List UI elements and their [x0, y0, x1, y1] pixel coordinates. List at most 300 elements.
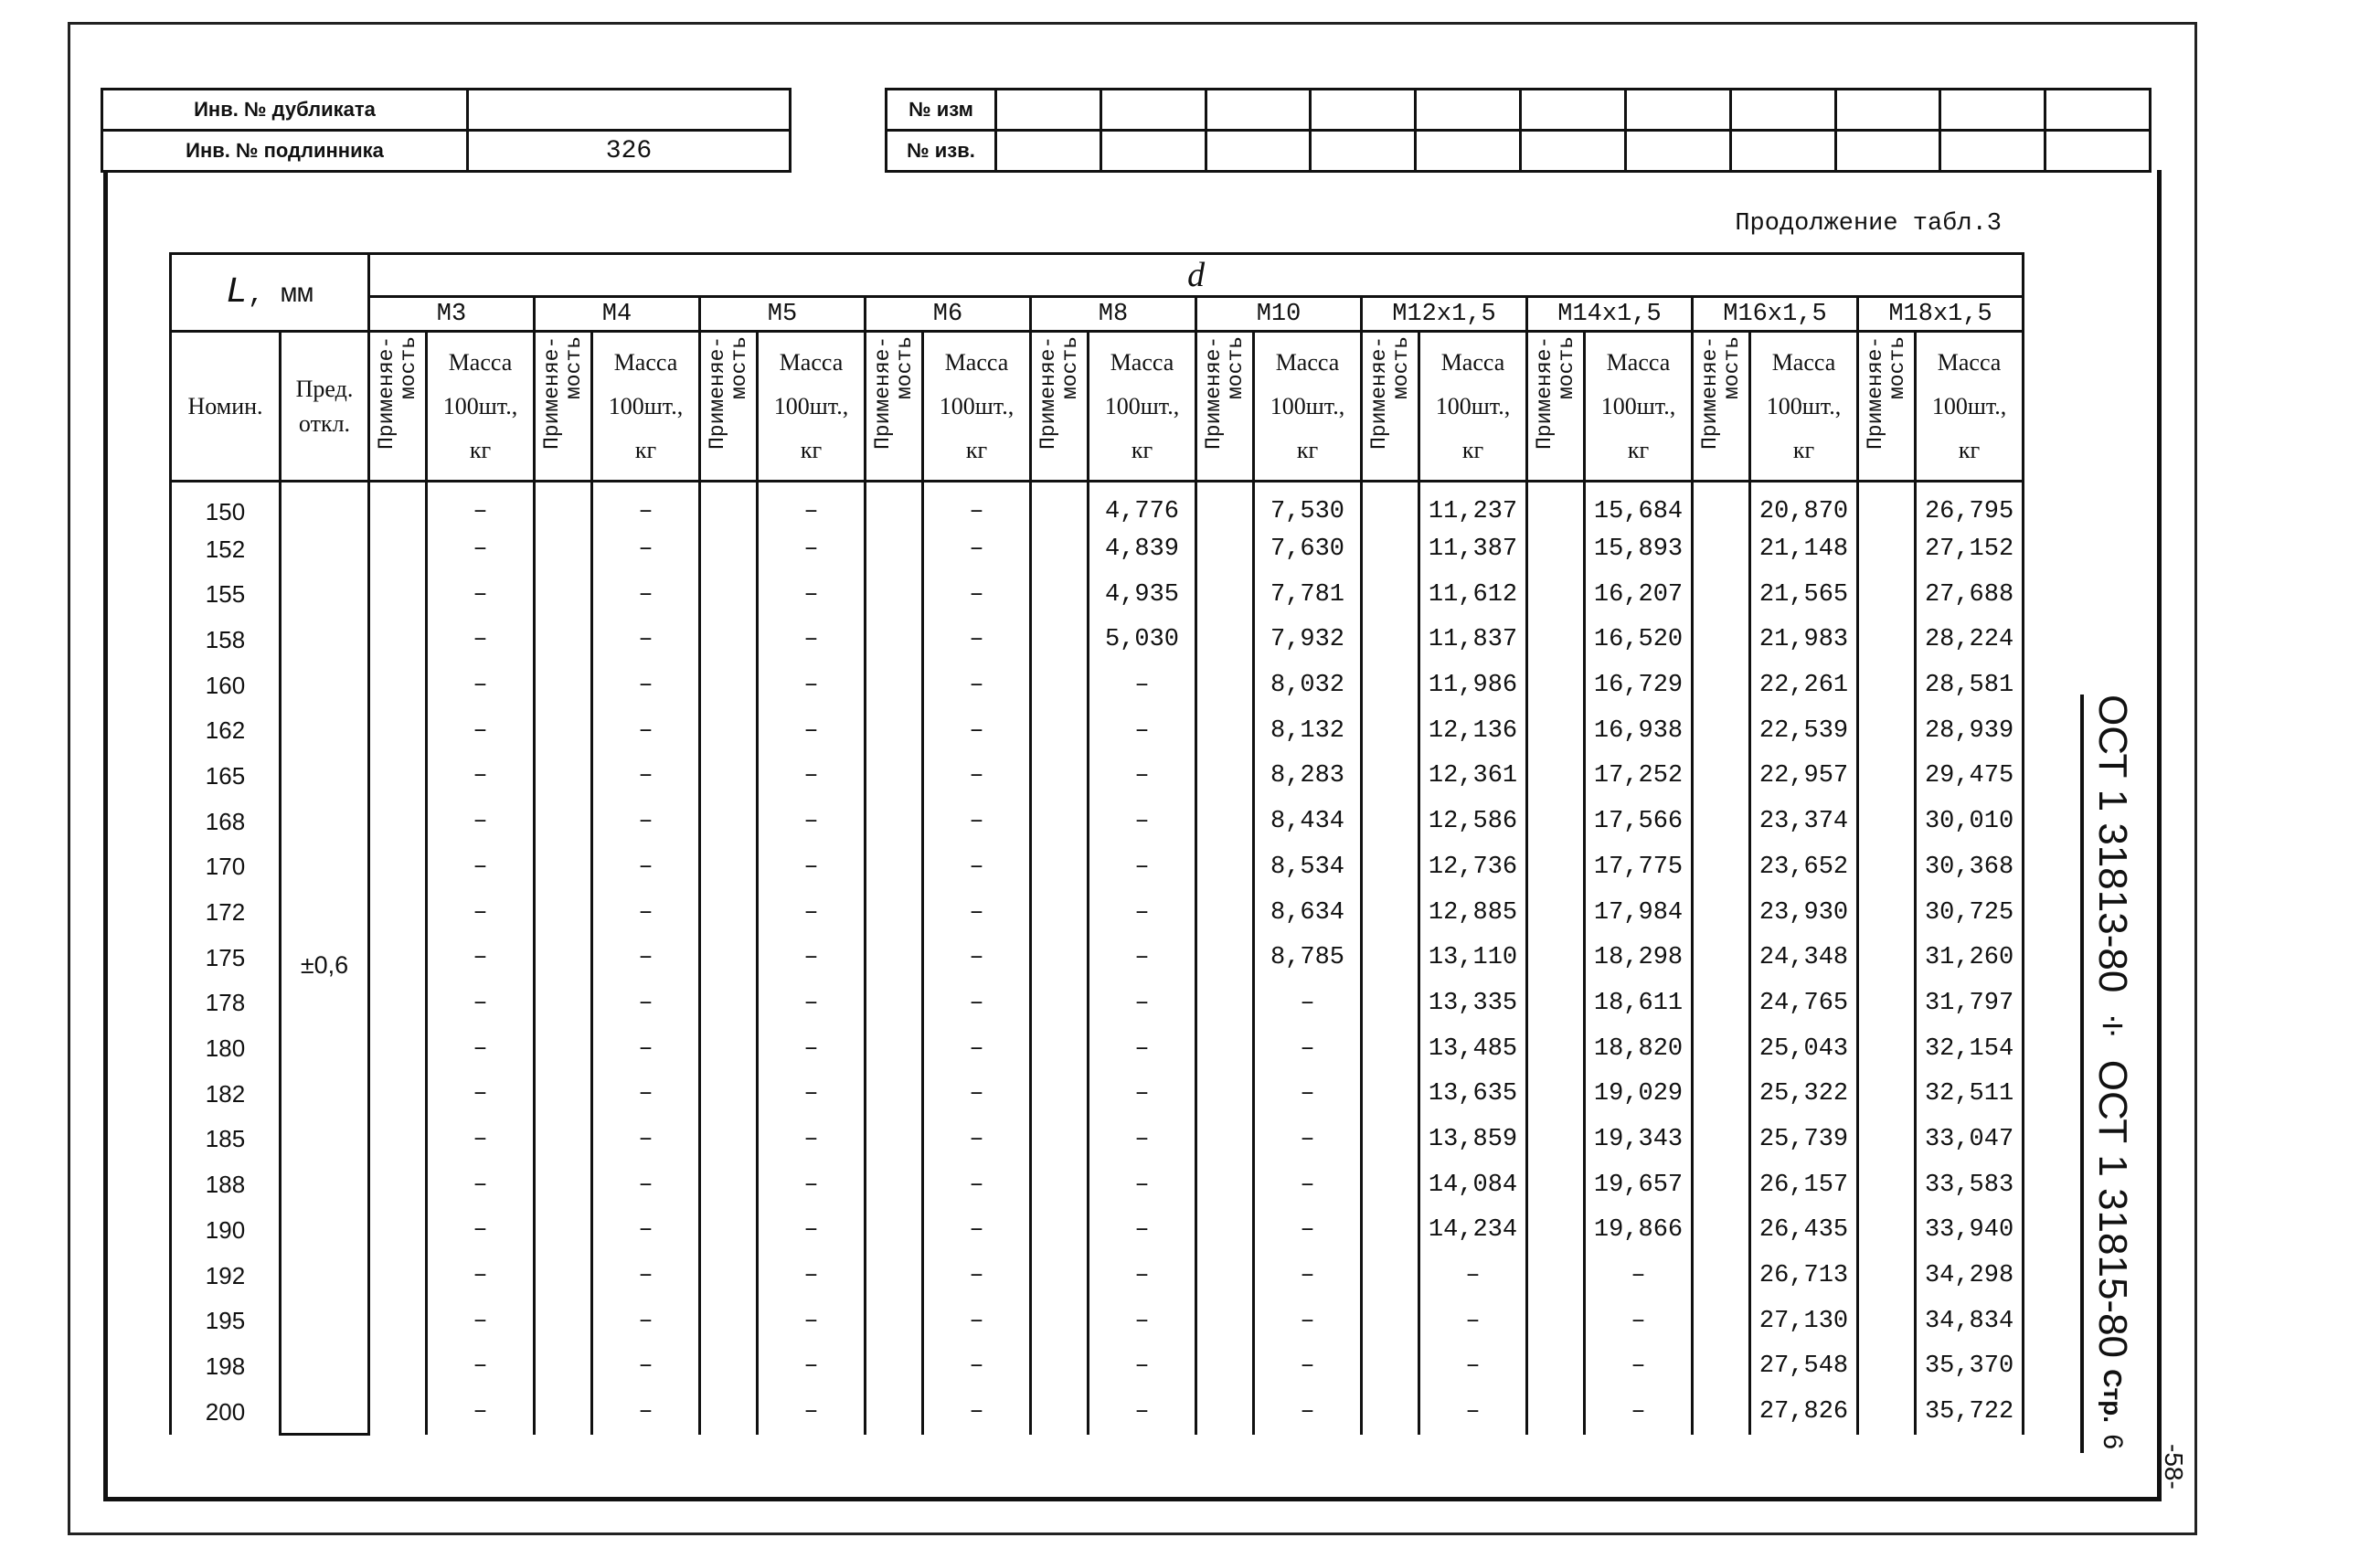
mass-cell: –	[758, 482, 866, 527]
applicability-cell	[700, 1026, 758, 1072]
length-nominal-cell: 175	[171, 935, 281, 981]
mass-header	[1750, 332, 1858, 482]
table-row	[171, 618, 2024, 663]
applicability-header	[1031, 332, 1089, 482]
applicability-cell	[1362, 663, 1419, 708]
mass-cell: 34,834	[1916, 1299, 2024, 1344]
page-number: 6	[2098, 1434, 2128, 1449]
applicability-cell	[700, 1162, 758, 1208]
table-row	[171, 1162, 2024, 1208]
applicability-cell	[1031, 708, 1089, 754]
mass-cell: 4,935	[1089, 572, 1196, 618]
applicability-cell	[369, 1162, 427, 1208]
mass-header	[1089, 332, 1196, 482]
mass-cell: –	[592, 1389, 700, 1435]
mass-cell: 8,534	[1254, 844, 1362, 890]
applicability-cell	[1362, 1344, 1419, 1390]
mass-cell: –	[427, 1344, 535, 1390]
applicability-cell	[1858, 618, 1916, 663]
applicability-cell	[1693, 1162, 1750, 1208]
table-row	[171, 799, 2024, 844]
length-nominal-cell: 195	[171, 1299, 281, 1344]
sheet-number: -58-	[2160, 1444, 2188, 1490]
applicability-cell	[1858, 572, 1916, 618]
applicability-cell	[1031, 663, 1089, 708]
mass-cell: –	[592, 572, 700, 618]
applicability-cell	[535, 482, 592, 527]
mass-cell: 32,154	[1916, 1026, 2024, 1072]
stamp-cell	[1416, 131, 1521, 172]
table-row	[171, 754, 2024, 800]
mass-cell: 16,520	[1585, 618, 1693, 663]
applicability-cell	[700, 618, 758, 663]
length-nominal-cell: 182	[171, 1071, 281, 1117]
mass-cell: –	[592, 708, 700, 754]
applicability-label: Применяе- мость	[375, 336, 420, 451]
mass-cell: 13,859	[1419, 1117, 1527, 1162]
mass-cell: –	[758, 799, 866, 844]
applicability-cell	[1031, 1389, 1089, 1435]
mass-cell: –	[592, 482, 700, 527]
mass-header-line: 100шт.,	[442, 392, 518, 419]
applicability-cell	[700, 754, 758, 800]
length-nominal-cell: 162	[171, 708, 281, 754]
mass-cell: 23,374	[1750, 799, 1858, 844]
applicability-cell	[700, 1389, 758, 1435]
mass-cell: –	[923, 1208, 1031, 1254]
mass-cell: 27,688	[1916, 572, 2024, 618]
mass-cell: 11,612	[1419, 572, 1527, 618]
mass-cell: –	[923, 1344, 1031, 1390]
length-nominal-cell: 168	[171, 799, 281, 844]
stamp-cell	[1625, 131, 1730, 172]
applicability-cell	[1196, 1344, 1254, 1390]
table-row	[171, 572, 2024, 618]
applicability-cell	[1362, 1117, 1419, 1162]
applicability-header	[700, 332, 758, 482]
mass-cell: 26,157	[1750, 1162, 1858, 1208]
applicability-cell	[1693, 526, 1750, 572]
stamp-cell	[1730, 90, 1835, 131]
tolerance-header-line1: Пред.	[295, 375, 354, 402]
applicability-cell	[369, 1026, 427, 1072]
mass-cell: 15,684	[1585, 482, 1693, 527]
mass-cell: 26,713	[1750, 1253, 1858, 1299]
applicability-cell	[1196, 572, 1254, 618]
applicability-cell	[1362, 844, 1419, 890]
continuation-caption: Продолжение табл.3	[1735, 210, 2002, 238]
size-header: M8	[1031, 297, 1196, 332]
applicability-cell	[1693, 1208, 1750, 1254]
mass-cell: –	[923, 526, 1031, 572]
applicability-cell	[1196, 1071, 1254, 1117]
applicability-cell	[1858, 708, 1916, 754]
mass-cell: 5,030	[1089, 618, 1196, 663]
mass-cell: –	[758, 1344, 866, 1390]
applicability-cell	[535, 1208, 592, 1254]
size-header: M14x1,5	[1527, 297, 1693, 332]
mass-cell: 17,252	[1585, 754, 1693, 800]
mass-cell: 7,932	[1254, 618, 1362, 663]
applicability-header	[369, 332, 427, 482]
mass-header-line: 100шт.,	[1600, 392, 1676, 419]
length-nominal-cell: 152	[171, 526, 281, 572]
mass-cell: –	[758, 935, 866, 981]
applicability-cell	[535, 1117, 592, 1162]
mass-cell: 7,630	[1254, 526, 1362, 572]
mass-cell: –	[1089, 799, 1196, 844]
table-row	[171, 1208, 2024, 1254]
mass-cell: –	[1089, 1299, 1196, 1344]
applicability-cell	[1858, 1162, 1916, 1208]
mass-cell: 27,548	[1750, 1344, 1858, 1390]
applicability-cell	[1527, 1117, 1585, 1162]
applicability-cell	[1031, 1026, 1089, 1072]
applicability-cell	[369, 663, 427, 708]
table-row	[171, 1344, 2024, 1390]
applicability-cell	[1362, 1389, 1419, 1435]
length-nominal-cell: 178	[171, 981, 281, 1026]
applicability-label: Применяе- мость	[871, 336, 917, 451]
mass-header-line: кг	[1627, 436, 1650, 463]
mass-cell: –	[427, 1117, 535, 1162]
applicability-header	[1362, 332, 1419, 482]
stamp-cell	[2045, 90, 2151, 131]
mass-cell: 18,298	[1585, 935, 1693, 981]
applicability-cell	[1196, 482, 1254, 527]
mass-cell: 28,581	[1916, 663, 2024, 708]
applicability-cell	[1031, 799, 1089, 844]
mass-cell: 35,722	[1916, 1389, 2024, 1435]
applicability-cell	[369, 1071, 427, 1117]
mass-header-line: кг	[1958, 436, 1981, 463]
mass-cell: –	[1089, 1389, 1196, 1435]
applicability-cell	[700, 935, 758, 981]
mass-cell: 13,335	[1419, 981, 1527, 1026]
applicability-cell	[866, 981, 923, 1026]
mass-cell: 20,870	[1750, 482, 1858, 527]
length-nominal-cell: 160	[171, 663, 281, 708]
mass-cell: –	[1089, 1071, 1196, 1117]
mass-header	[923, 332, 1031, 482]
applicability-cell	[700, 572, 758, 618]
mass-cell: 18,611	[1585, 981, 1693, 1026]
mass-header-line: кг	[800, 436, 823, 463]
mass-cell: –	[1254, 1117, 1362, 1162]
applicability-cell	[1858, 482, 1916, 527]
applicability-cell	[1362, 1071, 1419, 1117]
stamp-cell	[1730, 131, 1835, 172]
mass-header-line: кг	[469, 436, 492, 463]
inventory-stamp	[101, 88, 792, 173]
mass-cell: –	[923, 708, 1031, 754]
applicability-cell	[1196, 526, 1254, 572]
mass-cell: –	[592, 1253, 700, 1299]
mass-cell: –	[427, 981, 535, 1026]
applicability-cell	[700, 890, 758, 936]
applicability-cell	[1196, 890, 1254, 936]
mass-header	[427, 332, 535, 482]
mass-cell: –	[592, 935, 700, 981]
mass-cell: –	[427, 844, 535, 890]
mass-cell: –	[1089, 890, 1196, 936]
applicability-header	[1527, 332, 1585, 482]
applicability-cell	[1858, 1344, 1916, 1390]
mass-cell: 8,283	[1254, 754, 1362, 800]
applicability-cell	[1693, 1389, 1750, 1435]
length-nominal-cell: 155	[171, 572, 281, 618]
applicability-cell	[1362, 1162, 1419, 1208]
mass-cell: –	[923, 482, 1031, 527]
table-row	[171, 1026, 2024, 1072]
mass-cell: 34,298	[1916, 1253, 2024, 1299]
mass-cell: 14,234	[1419, 1208, 1527, 1254]
mass-cell: –	[427, 572, 535, 618]
mass-cell: –	[1254, 1389, 1362, 1435]
mass-cell: –	[1585, 1344, 1693, 1390]
mass-cell: 11,387	[1419, 526, 1527, 572]
mass-cell: 19,866	[1585, 1208, 1693, 1254]
applicability-cell	[1362, 890, 1419, 936]
mass-cell: –	[923, 754, 1031, 800]
applicability-cell	[1527, 1299, 1585, 1344]
table-row	[171, 1389, 2024, 1435]
mass-cell: 30,725	[1916, 890, 2024, 936]
applicability-cell	[1362, 618, 1419, 663]
applicability-cell	[535, 708, 592, 754]
mass-cell: 28,939	[1916, 708, 2024, 754]
applicability-cell	[1527, 890, 1585, 936]
stamp-cell	[1416, 90, 1521, 131]
applicability-cell	[535, 935, 592, 981]
length-header	[171, 254, 369, 332]
mass-cell: –	[758, 1389, 866, 1435]
mass-cell: 33,583	[1916, 1162, 2024, 1208]
applicability-cell	[1858, 890, 1916, 936]
applicability-cell	[1196, 708, 1254, 754]
applicability-cell	[1196, 618, 1254, 663]
mass-header-line: кг	[1131, 436, 1153, 463]
applicability-cell	[700, 482, 758, 527]
duplicate-inv-value	[468, 90, 791, 131]
mass-cell: 8,132	[1254, 708, 1362, 754]
applicability-cell	[535, 572, 592, 618]
applicability-cell	[1031, 1162, 1089, 1208]
mass-cell: –	[592, 1071, 700, 1117]
size-header: M4	[535, 297, 700, 332]
mass-cell: 27,130	[1750, 1299, 1858, 1344]
mass-cell: 16,938	[1585, 708, 1693, 754]
mass-cell: 23,930	[1750, 890, 1858, 936]
mass-header-line: Масса	[613, 348, 678, 376]
mass-cell: –	[427, 890, 535, 936]
applicability-cell	[1362, 1253, 1419, 1299]
mass-header-line: Масса	[1110, 348, 1174, 376]
mass-cell: 22,957	[1750, 754, 1858, 800]
applicability-cell	[866, 1299, 923, 1344]
applicability-cell	[369, 935, 427, 981]
mass-cell: 35,370	[1916, 1344, 2024, 1390]
applicability-cell	[700, 1071, 758, 1117]
applicability-cell	[1693, 663, 1750, 708]
mass-cell: 31,797	[1916, 981, 2024, 1026]
table-row	[171, 844, 2024, 890]
applicability-cell	[1031, 1299, 1089, 1344]
mass-cell: 22,539	[1750, 708, 1858, 754]
applicability-cell	[535, 1344, 592, 1390]
applicability-cell	[1196, 754, 1254, 800]
mass-cell: 16,207	[1585, 572, 1693, 618]
applicability-label: Применяе- мость	[1367, 336, 1413, 451]
applicability-cell	[1858, 844, 1916, 890]
mass-cell: 4,776	[1089, 482, 1196, 527]
mass-cell: –	[1089, 1026, 1196, 1072]
mass-cell: –	[923, 890, 1031, 936]
mass-cell: 26,435	[1750, 1208, 1858, 1254]
applicability-cell	[1196, 799, 1254, 844]
applicability-cell	[700, 1117, 758, 1162]
mass-cell: –	[592, 526, 700, 572]
applicability-cell	[535, 754, 592, 800]
mass-cell: –	[1089, 754, 1196, 800]
table-row	[171, 526, 2024, 572]
length-symbol: L	[225, 271, 248, 313]
mass-cell: –	[592, 799, 700, 844]
length-unit: , мм	[248, 279, 314, 311]
applicability-cell	[1693, 1026, 1750, 1072]
mass-cell: –	[923, 1162, 1031, 1208]
stamp-cell	[1521, 131, 1626, 172]
applicability-cell	[369, 526, 427, 572]
applicability-cell	[1527, 1026, 1585, 1072]
mass-cell: –	[1089, 844, 1196, 890]
mass-cell: 24,765	[1750, 981, 1858, 1026]
applicability-cell	[1527, 1162, 1585, 1208]
applicability-cell	[1693, 1299, 1750, 1344]
mass-cell: –	[758, 663, 866, 708]
mass-cell: –	[592, 1162, 700, 1208]
applicability-cell	[1031, 1071, 1089, 1117]
applicability-cell	[1196, 1117, 1254, 1162]
applicability-cell	[369, 1117, 427, 1162]
applicability-cell	[1031, 572, 1089, 618]
mass-cell: –	[1419, 1299, 1527, 1344]
applicability-label: Применяе- мость	[1202, 336, 1248, 451]
applicability-cell	[1858, 935, 1916, 981]
size-header: M3	[369, 297, 535, 332]
applicability-cell	[866, 1389, 923, 1435]
applicability-cell	[1693, 935, 1750, 981]
mass-cell: 21,148	[1750, 526, 1858, 572]
applicability-cell	[1527, 618, 1585, 663]
applicability-cell	[1693, 618, 1750, 663]
mass-cell: –	[923, 1389, 1031, 1435]
mass-cell: 25,043	[1750, 1026, 1858, 1072]
applicability-cell	[700, 1208, 758, 1254]
mass-header-line: кг	[1792, 436, 1815, 463]
applicability-cell	[866, 1117, 923, 1162]
mass-cell: –	[427, 708, 535, 754]
mass-cell: 8,785	[1254, 935, 1362, 981]
mass-cell: –	[1089, 663, 1196, 708]
mass-cell: –	[923, 1299, 1031, 1344]
mass-cell: –	[923, 1026, 1031, 1072]
applicability-cell	[1031, 1253, 1089, 1299]
applicability-label: Применяе- мость	[1533, 336, 1578, 451]
mass-header	[1916, 332, 2024, 482]
applicability-cell	[369, 754, 427, 800]
mass-cell: 26,795	[1916, 482, 2024, 527]
mass-cell: –	[592, 890, 700, 936]
length-nominal-cell: 180	[171, 1026, 281, 1072]
mass-cell: –	[758, 1299, 866, 1344]
applicability-cell	[1527, 1071, 1585, 1117]
mass-cell: 33,940	[1916, 1208, 2024, 1254]
mass-cell: 11,837	[1419, 618, 1527, 663]
size-header: M12x1,5	[1362, 297, 1527, 332]
applicability-cell	[369, 890, 427, 936]
original-inv-label: Инв. № подлинника	[102, 131, 468, 172]
applicability-cell	[866, 1071, 923, 1117]
mass-cell: –	[758, 1253, 866, 1299]
mass-cell: 21,565	[1750, 572, 1858, 618]
applicability-cell	[1031, 981, 1089, 1026]
applicability-cell	[1362, 482, 1419, 527]
size-header: M6	[866, 297, 1031, 332]
applicability-cell	[535, 1071, 592, 1117]
applicability-cell	[1693, 482, 1750, 527]
applicability-cell	[866, 663, 923, 708]
mass-cell: 12,885	[1419, 890, 1527, 936]
applicability-cell	[1693, 754, 1750, 800]
length-nominal-cell: 192	[171, 1253, 281, 1299]
change-number-label: № изм	[887, 90, 996, 131]
mass-cell: –	[592, 1299, 700, 1344]
mass-cell: 16,729	[1585, 663, 1693, 708]
tolerance-header	[281, 332, 369, 482]
mass-cell: 12,361	[1419, 754, 1527, 800]
mass-cell: –	[427, 1253, 535, 1299]
applicability-cell	[1362, 799, 1419, 844]
mass-cell: –	[758, 1208, 866, 1254]
size-header: M18x1,5	[1858, 297, 2024, 332]
applicability-cell	[1858, 1117, 1916, 1162]
tolerance-header-line2: откл.	[298, 409, 351, 437]
mass-header-line: Масса	[779, 348, 844, 376]
mass-cell: –	[1089, 708, 1196, 754]
size-header: M5	[700, 297, 866, 332]
mass-cell: –	[1089, 1344, 1196, 1390]
stamp-cell	[1311, 131, 1416, 172]
mass-cell: –	[427, 1208, 535, 1254]
applicability-cell	[866, 890, 923, 936]
applicability-cell	[700, 1253, 758, 1299]
tolerance-cell: ±0,6	[281, 482, 369, 1435]
mass-cell: –	[592, 663, 700, 708]
stamp-cell	[1940, 90, 2045, 131]
applicability-cell	[1858, 663, 1916, 708]
applicability-cell	[535, 1389, 592, 1435]
table-row	[171, 1253, 2024, 1299]
mass-cell: –	[427, 663, 535, 708]
mass-cell: –	[758, 618, 866, 663]
notice-number-label: № изв.	[887, 131, 996, 172]
applicability-cell	[1031, 1344, 1089, 1390]
mass-cell: 17,775	[1585, 844, 1693, 890]
mass-cell: 12,136	[1419, 708, 1527, 754]
applicability-cell	[1527, 981, 1585, 1026]
size-header: M16x1,5	[1693, 297, 1858, 332]
